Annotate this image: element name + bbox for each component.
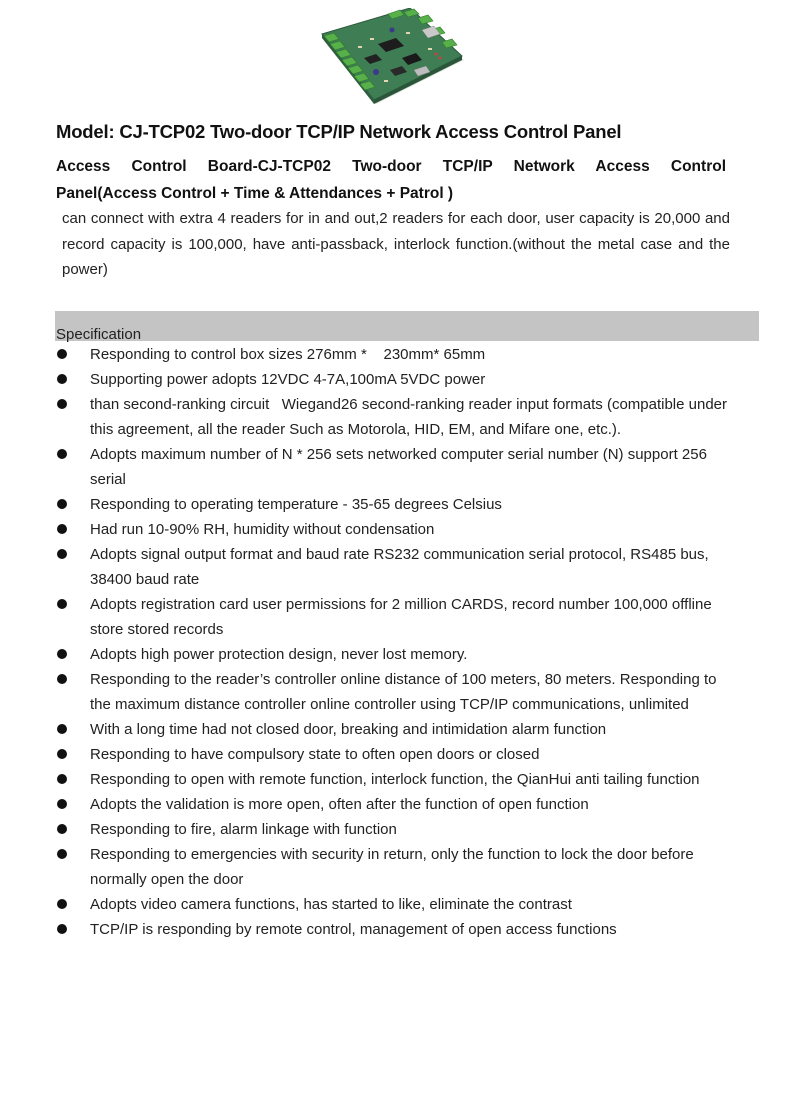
specification-heading: Specification	[56, 326, 142, 343]
board-title-line2: Panel(Access Control + Time & Attendances + Patrol )	[56, 185, 454, 202]
spec-item	[55, 367, 735, 392]
bullet-icon	[57, 824, 67, 834]
bullet-icon	[57, 899, 67, 909]
bullet-icon	[57, 599, 67, 609]
spec-item	[55, 667, 735, 717]
spec-item	[55, 442, 735, 492]
spec-item-text: Adopts maximum number of N * 256 sets networked computer serial number (N) support 256 serial	[90, 446, 707, 488]
product-image	[318, 8, 468, 106]
bullet-icon	[57, 374, 67, 384]
spec-item-text: Had run 10-90% RH, humidity without condensation	[90, 521, 435, 538]
spec-item	[55, 642, 735, 667]
spec-item	[55, 892, 735, 917]
board-title	[56, 152, 726, 206]
bullet-icon	[57, 549, 67, 559]
bullet-icon	[57, 524, 67, 534]
spec-item	[55, 842, 735, 892]
bullet-icon	[57, 399, 67, 409]
bullet-icon	[57, 449, 67, 459]
spec-item	[55, 342, 735, 367]
bullet-icon	[57, 499, 67, 509]
spec-item	[55, 542, 735, 592]
spec-item	[55, 592, 735, 642]
spec-item	[55, 392, 735, 442]
spec-item-text: With a long time had not closed door, breaking and intimidation alarm function	[90, 721, 607, 738]
spec-item-text: Adopts registration card user permissions for 2 million CARDS, record number 100,000 offline store stored records	[90, 596, 712, 638]
specification-header	[55, 311, 759, 341]
spec-item-text: Adopts signal output format and baud rate RS232 communication serial protocol, RS485 bus, 38400 baud rate	[90, 546, 709, 588]
model-title: Model: CJ-TCP02 Two-door TCP/IP Network Access Control Panel	[56, 121, 622, 142]
spec-item-text: Responding to emergencies with security in return, only the function to lock the door before normally open the door	[90, 846, 694, 888]
bullet-icon	[57, 674, 67, 684]
spec-item-text: Responding to control box sizes 276mm * 230mm* 65mm	[90, 346, 486, 363]
spec-item-text: TCP/IP is responding by remote control, management of open access functions	[90, 921, 617, 938]
product-description: can connect with extra 4 readers for in and out,2 readers for each door, user capacity is 20,000 and record capacity is 100,000, have anti-passback, interlock function.(without the metal case and the power)	[62, 210, 730, 278]
spec-item-text: than second-ranking circuit Wiegand26 second-ranking reader input formats (compatible under this agreement, all the reader Such as Motorola, HID, EM, and Mifare one, etc.).	[90, 396, 728, 438]
bullet-icon	[57, 349, 67, 359]
bullet-icon	[57, 799, 67, 809]
spec-item-text: Responding to fire, alarm linkage with function	[90, 821, 397, 838]
spec-item-text: Adopts the validation is more open, often after the function of open function	[90, 796, 589, 813]
bullet-icon	[57, 774, 67, 784]
spec-item-text: Responding to the reader’s controller online distance of 100 meters, 80 meters. Responding to the maximum distance controller online controller using TCP/IP communications, unlimited	[90, 671, 717, 713]
specification-list	[55, 342, 735, 942]
spec-item	[55, 717, 735, 742]
spec-item	[55, 767, 735, 792]
bullet-icon	[57, 724, 67, 734]
bullet-icon	[57, 649, 67, 659]
spec-item	[55, 917, 735, 942]
bullet-icon	[57, 924, 67, 934]
spec-item-text: Responding to operating temperature - 35-65 degrees Celsius	[90, 496, 502, 513]
spec-item	[55, 742, 735, 767]
spec-item-text: Adopts video camera functions, has started to like, eliminate the contrast	[90, 896, 572, 913]
spec-item-text: Supporting power adopts 12VDC 4-7A,100mA 5VDC power	[90, 371, 486, 388]
spec-item	[55, 492, 735, 517]
spec-item	[55, 792, 735, 817]
spec-item	[55, 517, 735, 542]
bullet-icon	[57, 849, 67, 859]
bullet-icon	[57, 749, 67, 759]
spec-item-text: Responding to have compulsory state to often open doors or closed	[90, 746, 540, 763]
board-title-line1: Access Control Board-CJ-TCP02 Two-door TCP/IP Network Access Control	[56, 158, 726, 175]
spec-item	[55, 817, 735, 842]
spec-item-text: Responding to open with remote function, interlock function, the QianHui anti tailing function	[90, 771, 700, 788]
spec-item-text: Adopts high power protection design, never lost memory.	[90, 646, 468, 663]
